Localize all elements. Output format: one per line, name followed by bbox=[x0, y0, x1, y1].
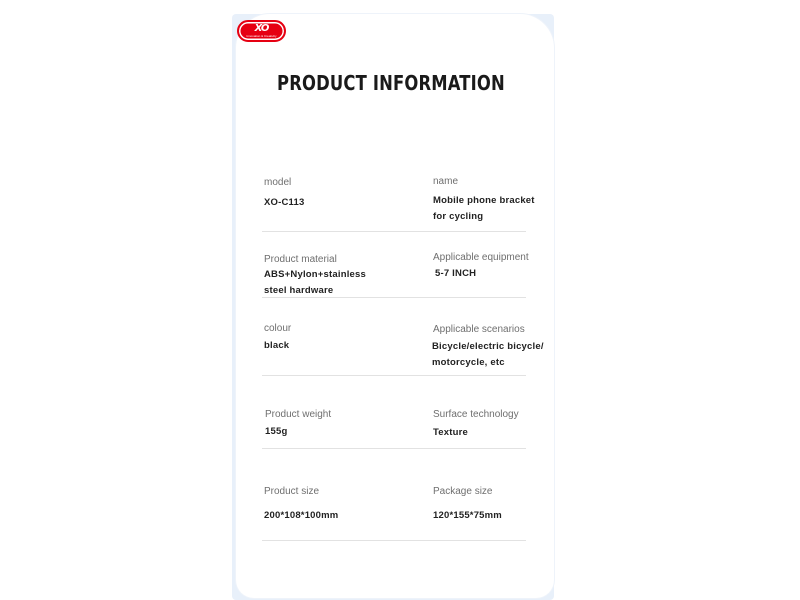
spec-value bbox=[433, 508, 563, 524]
spec-label: colour bbox=[264, 323, 292, 334]
spec-value-line: ABS+Nylon+stainless bbox=[264, 269, 367, 280]
page-title: PRODUCT INFORMATION bbox=[277, 71, 505, 95]
spec-value-line: steel hardware bbox=[264, 285, 334, 296]
spec-label: Product weight bbox=[265, 409, 332, 420]
spec-value bbox=[264, 338, 394, 354]
spec-value bbox=[264, 508, 394, 524]
row-divider bbox=[262, 448, 526, 449]
spec-label: name bbox=[433, 176, 459, 187]
spec-value-line: Bicycle/electric bicycle/ bbox=[432, 341, 544, 352]
spec-label: Product material bbox=[264, 254, 337, 265]
row-divider bbox=[262, 297, 526, 298]
spec-surface bbox=[433, 408, 563, 441]
spec-value bbox=[433, 193, 563, 225]
spec-equipment bbox=[433, 251, 563, 282]
spec-value-line: motorcycle, etc bbox=[432, 357, 505, 368]
spec-colour bbox=[264, 322, 394, 354]
spec-value-line: 5-7 INCH bbox=[435, 268, 477, 279]
logo-mark: XO bbox=[254, 23, 269, 34]
spec-value-line: for cycling bbox=[433, 211, 484, 222]
brand-logo bbox=[237, 20, 286, 42]
spec-product-size bbox=[264, 485, 394, 524]
spec-value bbox=[264, 267, 394, 299]
spec-value bbox=[432, 339, 563, 371]
spec-model bbox=[264, 176, 394, 211]
spec-value-line: black bbox=[264, 340, 290, 351]
spec-label: Surface technology bbox=[433, 409, 519, 420]
spec-material bbox=[264, 253, 394, 299]
logo-tagline: Innovation & Creativity bbox=[246, 34, 277, 38]
spec-weight bbox=[265, 408, 395, 440]
spec-value-line: Texture bbox=[433, 427, 469, 438]
spec-label: Package size bbox=[433, 486, 493, 497]
row-divider bbox=[262, 231, 526, 232]
spec-value bbox=[433, 266, 563, 282]
spec-value-line: XO-C113 bbox=[264, 197, 305, 208]
spec-value-line: Mobile phone bracket bbox=[433, 195, 535, 206]
spec-value-line: 155g bbox=[265, 426, 288, 437]
row-divider bbox=[262, 540, 526, 541]
row-divider bbox=[262, 375, 526, 376]
spec-package-size bbox=[433, 485, 563, 524]
spec-value bbox=[433, 425, 563, 441]
spec-value-line: 200*108*100mm bbox=[264, 510, 339, 521]
spec-label: Applicable scenarios bbox=[433, 324, 525, 335]
spec-value bbox=[264, 195, 394, 211]
spec-name bbox=[433, 175, 563, 225]
spec-label: Product size bbox=[264, 486, 320, 497]
spec-label: model bbox=[264, 177, 292, 188]
spec-value bbox=[265, 424, 395, 440]
spec-label: Applicable equipment bbox=[433, 252, 529, 263]
spec-scenarios bbox=[433, 323, 563, 371]
spec-value-line: 120*155*75mm bbox=[433, 510, 502, 521]
